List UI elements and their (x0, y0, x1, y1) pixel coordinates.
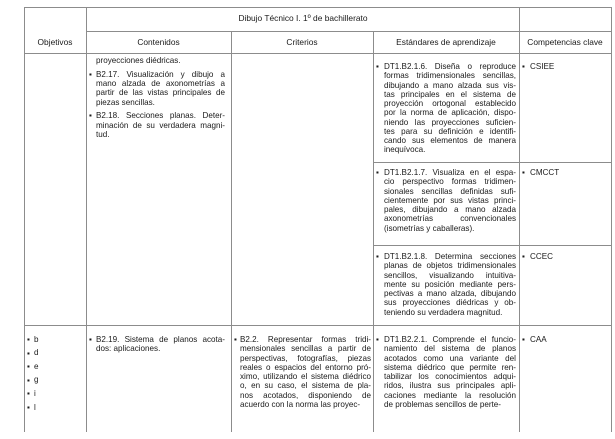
text-line: partir de las vistas principales de (96, 88, 225, 98)
bullet-icon: ▪ (376, 252, 379, 261)
bullet-icon: ▪ (89, 69, 92, 79)
border-col-4 (519, 7, 520, 432)
text-line: B2.17. Visualización y dibujo a (96, 69, 225, 79)
bullet-icon: ▪ (89, 335, 92, 344)
objetivo-letter: b (34, 334, 39, 344)
text-line: teniendo su verdadera magnitud. (384, 307, 503, 317)
border-estandar-2 (373, 245, 612, 246)
objetivo-letter: d (34, 348, 39, 358)
text-line: cio perspectivo formas tridimen- (384, 177, 516, 187)
text-line: B2.19. Sistema de planos acota- (96, 335, 225, 344)
text-line: B2.18. Secciones planas. Deter- (96, 111, 225, 121)
border-block (24, 325, 612, 326)
text-line: acuerdo con la norma las proyec- (240, 399, 361, 409)
text-line: nos acotados, disponiendo de (240, 390, 371, 400)
estandar-item (384, 62, 516, 155)
header-competencias: Competencias clave (527, 37, 603, 47)
text-line: tas principales en el sistema de (384, 89, 516, 99)
text-line: DT1.B2.1.8. Determina secciones (384, 252, 516, 261)
text-line: DT1.B2.1.6. Diseña o reproduce (384, 62, 516, 71)
text-line: minación de su verdadera magni- (96, 120, 225, 130)
border-title (86, 31, 612, 32)
text-line: mente su posición mediante pers- (384, 279, 516, 289)
contenido-item (96, 335, 225, 354)
bullet-icon: ▪ (89, 111, 92, 121)
text-line: DT1.B2.1.7. Visualiza en el espa- (384, 168, 516, 177)
objetivo-letter: i (34, 388, 36, 398)
border-top (24, 7, 612, 8)
text-line: piezas sencillas. (96, 97, 155, 107)
contenido-item (96, 70, 225, 107)
text-line: acotados como una variante del (384, 353, 516, 363)
text-line: cando sus elementos de manera (384, 136, 516, 145)
text-line: mensionales sencillas a partir de (240, 344, 371, 354)
header-contenidos: Contenidos (137, 37, 180, 47)
estandar-item (384, 252, 516, 317)
border-col-1 (86, 7, 87, 432)
text-line: de problemas sencillos de perte- (384, 399, 501, 409)
border-col-3 (373, 31, 374, 432)
text-line: por la norma de aplicación, dispo- (384, 108, 516, 118)
text-line: sus proyecciones diédricas y ob- (384, 298, 516, 308)
text-line: (isometrías y caballeras). (384, 223, 475, 233)
text-line: caciones mediante la resolución (384, 390, 516, 400)
border-left (24, 7, 25, 432)
bullet-icon: ▪ (522, 62, 525, 71)
text-line: proyecciones diédricas. (96, 56, 181, 65)
criterio-item (240, 335, 371, 409)
text-line: dibujando a mano alzada sus vis- (384, 80, 516, 90)
table-title: Dibujo Técnico I. 1º de bachillerato (238, 13, 368, 23)
estandar-item (384, 335, 516, 409)
text-line: pales, dibujando a mano alzada (384, 205, 516, 214)
bullet-icon: ▪ (522, 168, 525, 177)
objetivo-letter: g (34, 375, 39, 385)
header-estandares: Estándares de aprendizaje (396, 37, 496, 47)
text-line: sionales sencillas definidas sufi- (384, 186, 516, 196)
objetivo-letter: l (34, 402, 36, 412)
text-line: tes para su definición e identifi- (384, 126, 516, 136)
text-line: niendo las proyecciones suficien- (384, 117, 516, 127)
bullet-icon: ▪ (376, 62, 379, 71)
text-line: formas tridimensionales sencillas, (384, 71, 516, 81)
text-line: B2.2. Representar formas tridi- (240, 335, 371, 344)
competencia-badge: CAA (530, 335, 547, 344)
header-criterios: Criterios (286, 37, 318, 47)
estandar-item (384, 168, 516, 233)
border-right (611, 7, 612, 432)
contenido-item (96, 56, 225, 65)
bullet-icon: ▪ (522, 252, 525, 261)
text-line: dos: aplicaciones. (96, 344, 161, 354)
header-objetivos: Objetivos (37, 37, 73, 47)
objetivo-letter: e (34, 361, 39, 371)
bullet-icon: ▪ (376, 335, 379, 344)
text-line: planas de objetos tridimensionales (384, 261, 516, 271)
border-col-2 (231, 31, 232, 432)
text-line: sencillos, visualizando intuitiva- (384, 270, 516, 280)
text-line: o, en su caso, el sistema de pla- (240, 381, 371, 391)
text-line: mano alzada de axonometrías a (96, 79, 225, 88)
text-line: DT1.B2.2.1. Comprende el funcio- (384, 335, 516, 344)
bullet-icon: ▪ (27, 389, 30, 399)
bullet-icon: ▪ (27, 362, 30, 372)
competencia-badge: CCEC (530, 252, 553, 261)
bullet-icon: ▪ (27, 403, 30, 412)
text-line: proyección ortogonal establecido (384, 99, 516, 108)
text-line: namiento del sistema de planos (384, 344, 516, 354)
bullet-icon: ▪ (27, 348, 30, 358)
bullet-icon: ▪ (376, 168, 379, 177)
bullet-icon: ▪ (522, 335, 525, 344)
text-line: reales o espacios del entorno pró- (240, 362, 371, 372)
bullet-icon: ▪ (27, 375, 30, 385)
competencia-badge: CMCCT (530, 168, 560, 177)
contenido-item (96, 111, 225, 139)
border-header (24, 53, 612, 54)
text-line: tabilizar los conocimientos adqui- (384, 372, 516, 381)
text-line: perspectivas, fotografías, piezas (240, 353, 371, 363)
bullet-icon: ▪ (27, 335, 30, 344)
text-line: ridos, ilustra sus principales apli- (384, 381, 516, 391)
text-line: tud. (96, 129, 110, 139)
text-line: inequívoca. (384, 145, 426, 155)
bullet-icon: ▪ (234, 335, 237, 344)
text-line: pectivas a mano alzada, dibujando (384, 289, 516, 298)
text-line: ximo, utilizando el sistema diédrico (240, 372, 371, 381)
text-line: axonometrías convencionales (384, 214, 516, 224)
text-line: cientemente por sus vistas princi- (384, 195, 516, 205)
competencia-badge: CSIEE (530, 62, 555, 71)
text-line: sistema diédrico que permite ren- (384, 362, 516, 372)
border-estandar-1 (373, 162, 612, 163)
